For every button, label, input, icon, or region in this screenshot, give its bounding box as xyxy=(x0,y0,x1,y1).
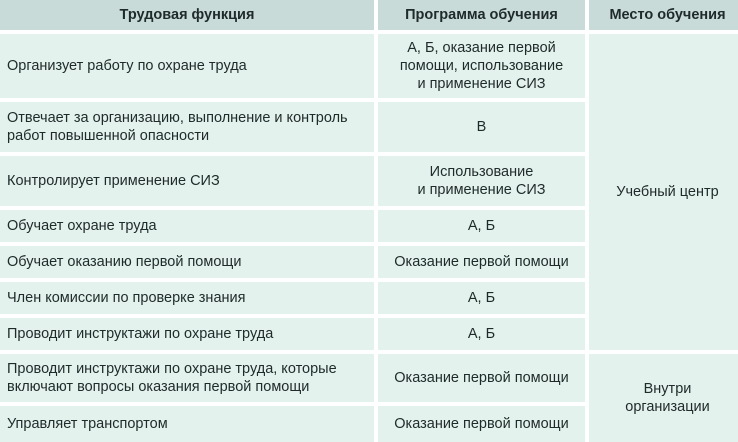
program-cell: Оказание первой помощи xyxy=(378,406,585,442)
function-cell: Организует работу по охране труда xyxy=(0,34,374,98)
header-place: Место обучения xyxy=(589,0,738,30)
function-cell: Обучает охране труда xyxy=(0,210,374,242)
function-cell: Проводит инструктажи по охране труда xyxy=(0,318,374,350)
place-inside-org: Внутри организации xyxy=(589,354,738,442)
function-cell: Обучает оказанию первой помощи xyxy=(0,246,374,278)
program-cell: В xyxy=(378,102,585,152)
function-cell: Управляет транспортом xyxy=(0,406,374,442)
header-function: Трудовая функция xyxy=(0,0,374,30)
program-cell: А, Б, оказание первой помощи, использование и применение СИЗ xyxy=(378,34,585,98)
function-cell: Проводит инструктажи по охране труда, которые включают вопросы оказания первой помощи xyxy=(0,354,374,402)
place-training-center: Учебный центр xyxy=(589,34,738,350)
program-cell: А, Б xyxy=(378,210,585,242)
header-program: Программа обучения xyxy=(378,0,585,30)
program-cell: Использование и применение СИЗ xyxy=(378,156,585,206)
function-cell: Отвечает за организацию, выполнение и контроль работ повышенной опасности xyxy=(0,102,374,152)
program-cell: Оказание первой помощи xyxy=(378,246,585,278)
program-cell: А, Б xyxy=(378,318,585,350)
function-cell: Член комиссии по проверке знания xyxy=(0,282,374,314)
program-cell: Оказание первой помощи xyxy=(378,354,585,402)
program-cell: А, Б xyxy=(378,282,585,314)
function-cell: Контролирует применение СИЗ xyxy=(0,156,374,206)
